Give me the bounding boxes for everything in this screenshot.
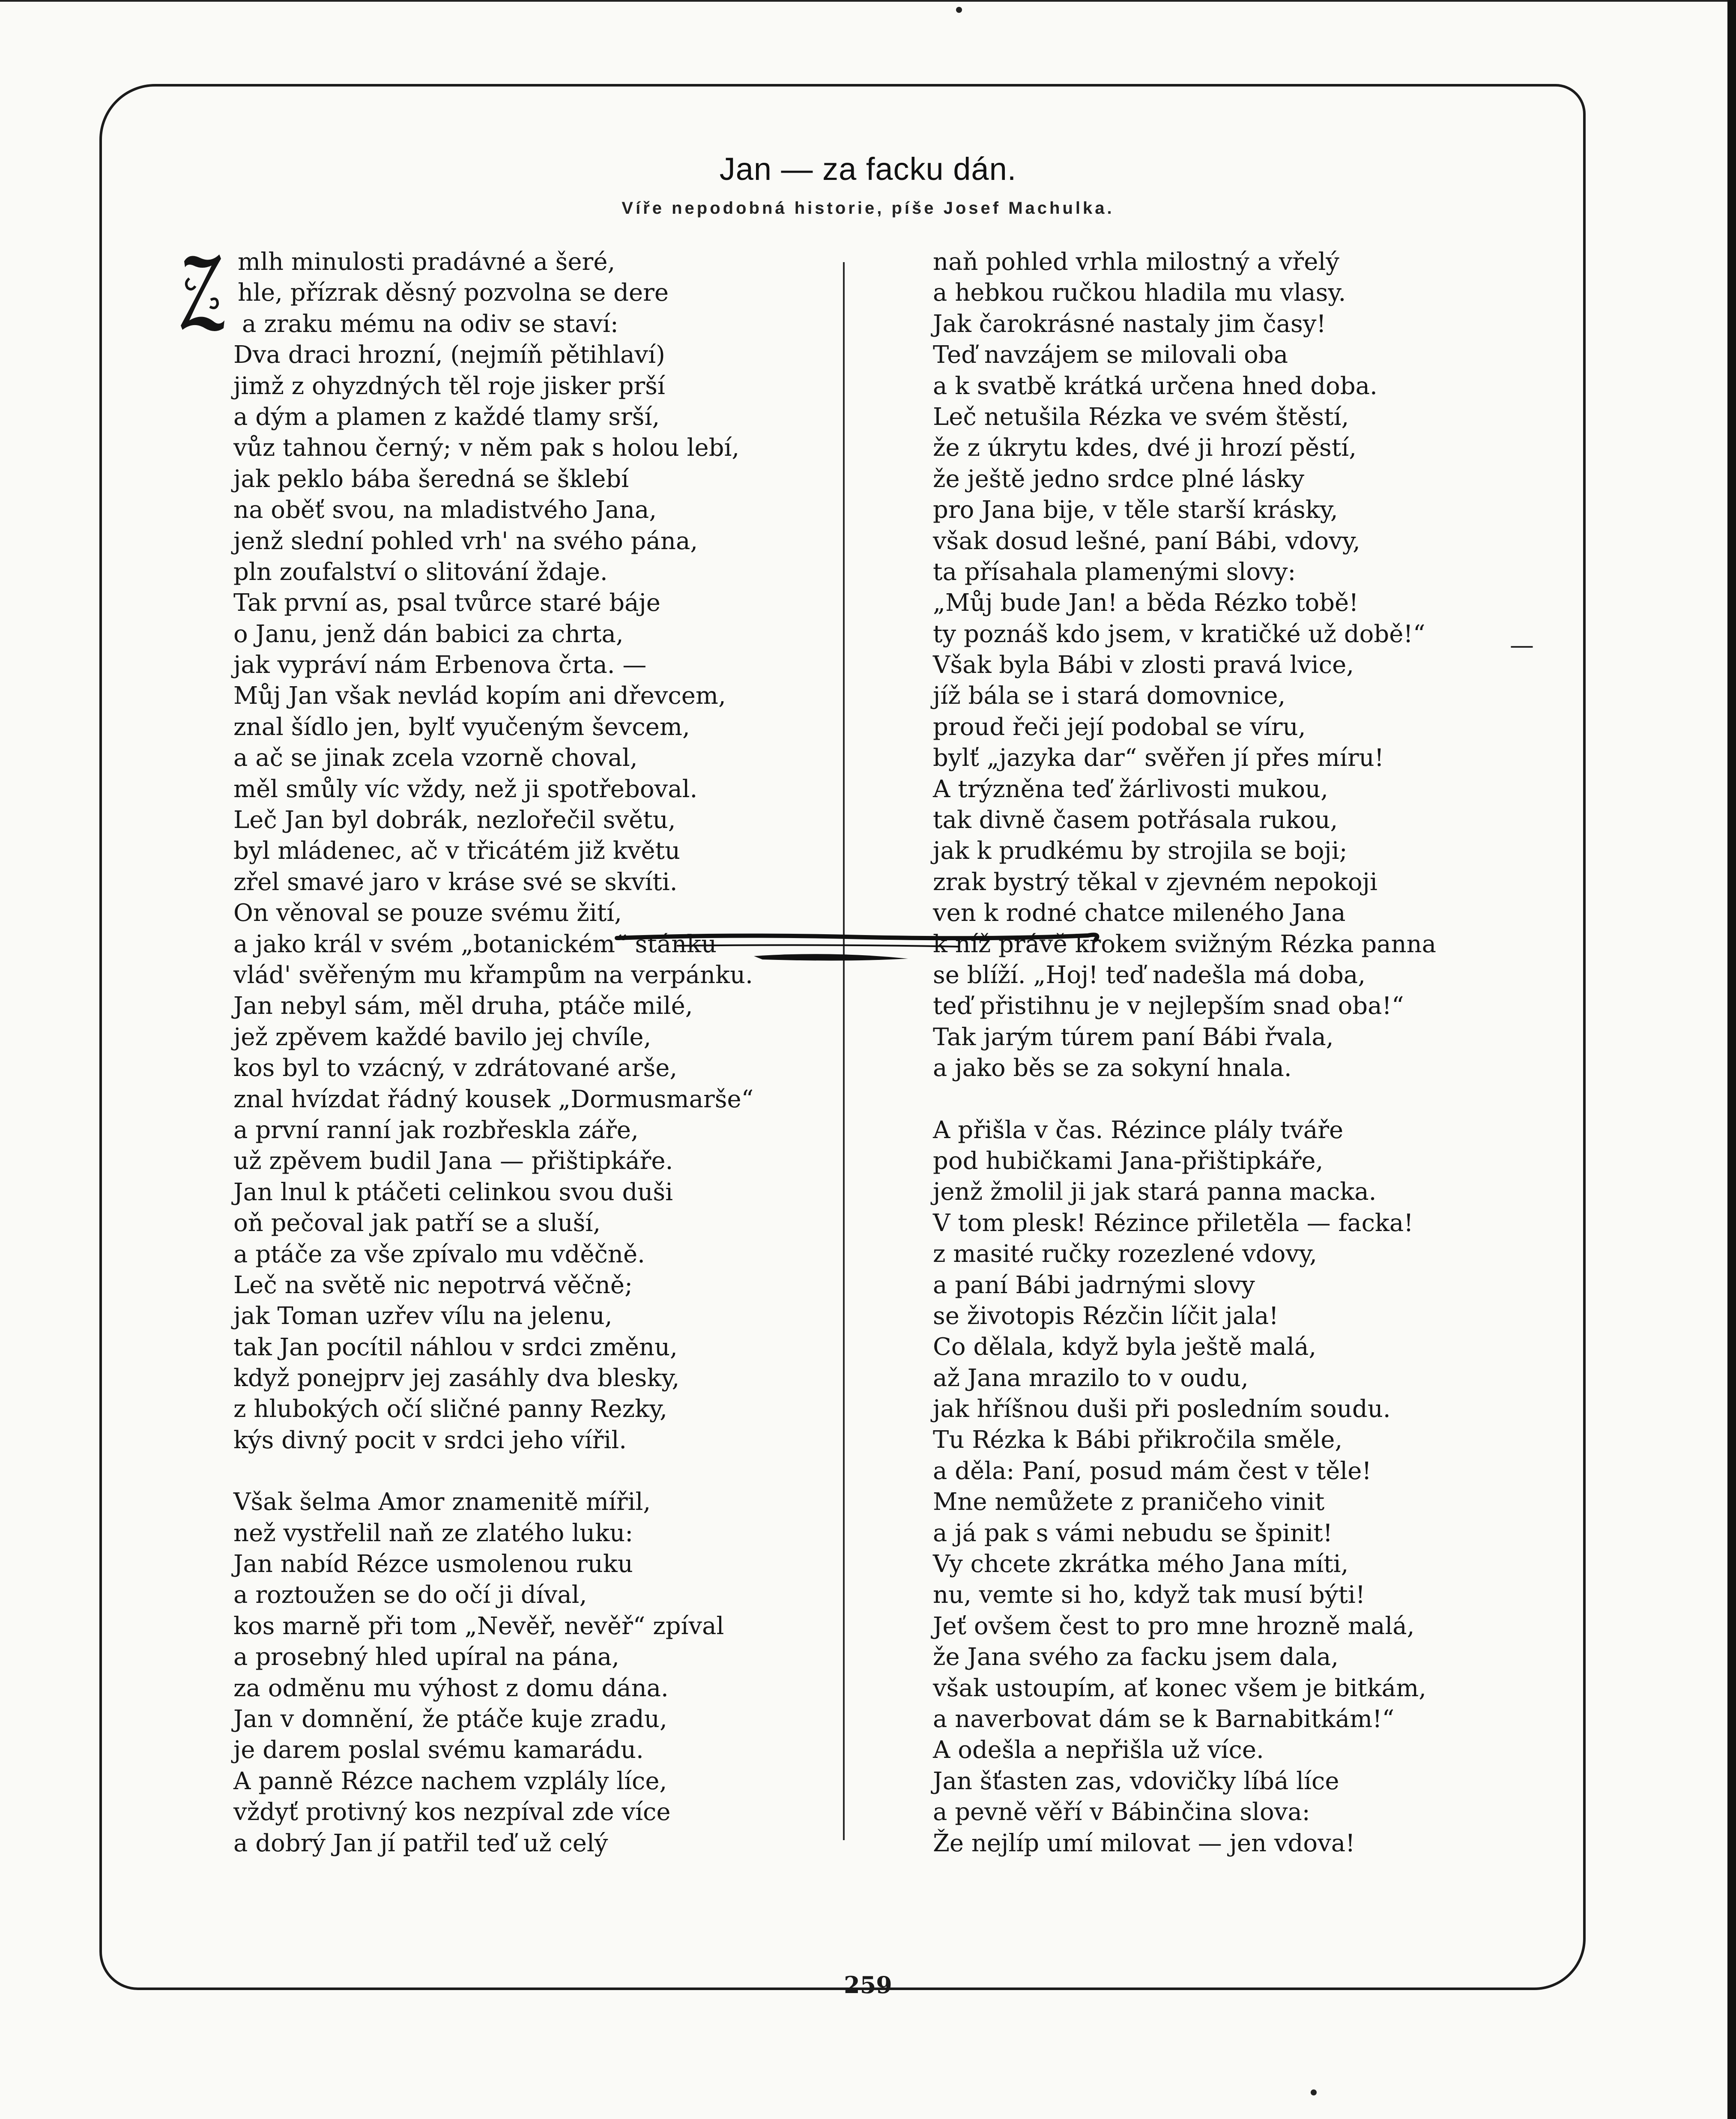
- poem-line: a děla: Paní, posud mám čest v těle!: [933, 1457, 1371, 1485]
- poem-line: už zpěvem budil Jana — přištipkáře.: [233, 1147, 673, 1175]
- drop-cap: [176, 248, 228, 334]
- poem-line: pln zoufalství o slitování ždaje.: [233, 558, 608, 586]
- poem-line: teď přistihnu je v nejlepším snad oba!“: [933, 992, 1404, 1020]
- poem-line: že Jana svého za facku jsem dala,: [933, 1643, 1339, 1671]
- poem-line: Dva draci hrozní, (nejmíň pětihlaví): [233, 341, 665, 369]
- poem-line: A panně Rézce nachem vzplály líce,: [233, 1767, 667, 1795]
- poem-line: Teď navzájem se milovali oba: [933, 341, 1288, 369]
- poem-line: Však byla Bábi v zlosti pravá lvice,: [933, 651, 1354, 679]
- poem-line: Leč na světě nic nepotrvá věčně;: [233, 1271, 633, 1299]
- poem-line: a k svatbě krátká určena hned doba.: [933, 372, 1377, 400]
- scan-speck: [956, 7, 962, 13]
- poem-line: však ustoupím, ať konec všem je bitkám,: [933, 1674, 1426, 1702]
- poem-line: Co dělala, když byla ještě malá,: [933, 1333, 1317, 1361]
- poem-line: na oběť svou, na mladistvého Jana,: [233, 496, 657, 524]
- poem-line: a ač se jinak zcela vzorně choval,: [233, 744, 638, 772]
- poem-line: zrak bystrý těkal v zjevném nepokoji: [933, 868, 1377, 896]
- poem-line: za odměnu mu výhost z domu dána.: [233, 1674, 669, 1702]
- poem-line: jak peklo bába šeredná se šklebí: [233, 465, 629, 493]
- poem-line: Jan nabíd Rézce usmolenou ruku: [233, 1550, 633, 1578]
- poem-line: hle, přízrak děsný pozvolna se dere: [238, 279, 669, 307]
- poem-line: naň pohled vrhla milostný a vřelý: [933, 248, 1339, 276]
- poem-line: ven k rodné chatce mileného Jana: [933, 899, 1346, 927]
- poem-line: kos byl to vzácný, v zdrátované arše,: [233, 1054, 678, 1082]
- poem-line: [933, 1084, 1533, 1115]
- poem-line: pro Jana bije, v těle starší krásky,: [933, 496, 1338, 524]
- poem-line: znal hvízdat řádný kousek „Dormusmarše“: [233, 1085, 754, 1113]
- poem-line: Jeť ovšem čest to pro mne hrozně malá,: [933, 1612, 1415, 1640]
- poem-line: Jan šťasten zas, vdovičky líbá líce: [933, 1767, 1339, 1795]
- poem-line: z masité ručky rozezlené vdovy,: [933, 1240, 1317, 1268]
- poem-line: a paní Bábi jadrnými slovy: [933, 1271, 1255, 1299]
- left-poem-column: [233, 247, 833, 1859]
- page-subtitle: Vířе nepodobná historie, píše Josef Machulka.: [621, 199, 1115, 218]
- poem-line: vůz tahnou černý; v něm pak s holou lebí,: [233, 434, 740, 462]
- poem-line: bylť „jazyka dar“ svěřen jí přes míru!: [933, 744, 1384, 772]
- poem-line: tak Jan pocítil náhlou v srdci změnu,: [233, 1333, 678, 1361]
- poem-line: proud řeči její podobal se víru,: [933, 713, 1306, 741]
- poem-line: Jak čarokrásné nastaly jim časy!: [933, 310, 1326, 338]
- poem-line: Leč Jan byl dobrák, nezlořečil světu,: [233, 806, 676, 834]
- poem-line: o Janu, jenž dán babici za chrta,: [233, 620, 624, 648]
- poem-line: byl mládenec, ač v třicátém již květu: [233, 837, 681, 865]
- poem-line: měl smůly víc vždy, než ji spotřeboval.: [233, 775, 698, 803]
- poem-line: ta přísahala plamenými slovy:: [933, 558, 1296, 586]
- poem-line: a já pak s vámi nebudu se špinit!: [933, 1519, 1333, 1547]
- poem-line: a dobrý Jan jí patřil teď už celý: [233, 1829, 608, 1857]
- poem-line: On věnoval se pouze svému žití,: [233, 899, 622, 927]
- poem-line: a roztoužen se do očí ji díval,: [233, 1581, 587, 1609]
- poem-line: jak vypráví nám Erbenova črta. —: [233, 651, 647, 679]
- page-number: 259: [844, 1971, 892, 1999]
- poem-line: znal šídlo jen, bylť vyučeným ševcem,: [233, 713, 690, 741]
- poem-line: A odešla a nepřišla už více.: [933, 1736, 1264, 1764]
- poem-line: zřel smavé jaro v kráse své se skvíti.: [233, 868, 678, 896]
- poem-line: V tom plesk! Rézince přiletěla — facka!: [933, 1209, 1413, 1237]
- poem-line: „Můj bude Jan! a běda Rézko tobě!: [933, 589, 1359, 617]
- poem-line: jež zpěvem každé bavilo jej chvíle,: [233, 1023, 651, 1051]
- poem-line: že z úkrytu kdes, dvé ji hrozí pěstí,: [933, 434, 1357, 462]
- poem-line: Že nejlíp umí milovat — jen vdova!: [933, 1829, 1355, 1857]
- poem-line: jak hříšnou duši při posledním soudu.: [933, 1395, 1391, 1423]
- poem-line: a první ranní jak rozbřeskla záře,: [233, 1116, 639, 1144]
- poem-line: [233, 1456, 833, 1487]
- poem-line: a zraku mému na odiv se staví:: [242, 310, 619, 338]
- poem-line: Můj Jan však nevlád kopím ani dřevcem,: [233, 682, 726, 710]
- poem-line: a pevně věří v Bábinčina slova:: [933, 1798, 1310, 1826]
- closing-ornament: [608, 921, 1122, 972]
- poem-line: kos marně při tom „Nevěř, nevěř“ zpíval: [233, 1612, 724, 1640]
- poem-line: Jan lnul k ptáčeti celinkou svou duši: [233, 1178, 673, 1206]
- poem-line: jenž slední pohled vrh' na svého pána,: [233, 527, 698, 555]
- poem-line: že ještě jedno srdce plné lásky: [933, 465, 1305, 493]
- scan-right-edge: [1727, 0, 1736, 2119]
- margin-dash: —: [1510, 631, 1534, 659]
- poem-line: oň pečoval jak patří se a sluší,: [233, 1209, 601, 1237]
- poem-line: vždyť protivný kos nezpíval zde více: [233, 1798, 671, 1826]
- poem-line: Jan nebyl sám, měl druha, ptáče milé,: [233, 992, 693, 1020]
- poem-line: když ponejprv jej zasáhly dva blesky,: [233, 1364, 680, 1393]
- poem-line: z hlubokých očí sličné panny Rezky,: [233, 1395, 667, 1423]
- poem-line: jak k prudkému by strojila se boji;: [933, 837, 1348, 865]
- poem-line: kýs divný pocit v srdci jeho vířil.: [233, 1426, 627, 1454]
- poem-line: Však šelma Amor znamenitě mířil,: [233, 1488, 651, 1516]
- poem-line: než vystřelil naň ze zlatého luku:: [233, 1519, 633, 1547]
- column-divider: [843, 262, 845, 1840]
- poem-line: Tak jarým túrem paní Bábi řvala,: [933, 1023, 1334, 1051]
- right-poem-column: [933, 247, 1533, 1859]
- poem-line: a hebkou ručkou hladila mu vlasy.: [933, 279, 1346, 307]
- poem-line: jak Toman uzřev vílu na jelenu,: [233, 1302, 613, 1330]
- poem-line: Jan v domnění, že ptáče kuje zradu,: [233, 1705, 667, 1733]
- poem-line: mlh minulosti pradávné a šeré,: [238, 248, 616, 276]
- poem-line: je darem poslal svému kamarádu.: [233, 1736, 644, 1764]
- poem-line: a jako běs se za sokyní hnala.: [933, 1054, 1292, 1082]
- poem-line: A přišla v čas. Rézince plály tváře: [933, 1116, 1344, 1144]
- poem-line: Mne nemůžete z praničeho vinit: [933, 1488, 1325, 1516]
- poem-line: se blíží. „Hoj! teď nadešla má doba,: [933, 961, 1366, 989]
- poem-line: a naverbovat dám se k Barnabitkám!“: [933, 1705, 1395, 1733]
- poem-line: jimž z ohyzdných těl roje jisker prší: [233, 372, 665, 400]
- poem-line: jíž bála se i stará domovnice,: [933, 682, 1286, 710]
- poem-line: vlád' svěřeným mu křampům na verpánku.: [233, 961, 753, 989]
- poem-line: Tak první as, psal tvůrce staré báje: [233, 589, 660, 617]
- poem-line: tak divně časem potřásala rukou,: [933, 806, 1338, 834]
- poem-line: a dým a plamen z každé tlamy srší,: [233, 403, 660, 431]
- poem-line: ty poznáš kdo jsem, v kratičké už době!“: [933, 620, 1425, 648]
- poem-line: Leč netušila Rézka ve svém štěstí,: [933, 403, 1349, 431]
- drop-cap-ornament: [176, 248, 228, 334]
- poem-line: pod hubičkami Jana-přištipkáře,: [933, 1147, 1324, 1175]
- poem-line: však dosud lešné, paní Bábi, vdovy,: [933, 527, 1360, 555]
- poem-line: a ptáče za vše zpívalo mu vděčně.: [233, 1240, 645, 1268]
- poem-line: až Jana mrazilo to v oudu,: [933, 1364, 1249, 1392]
- poem-line: Tu Rézka k Bábi přikročila směle,: [933, 1426, 1343, 1454]
- poem-line: a prosebný hled upíral na pána,: [233, 1643, 619, 1671]
- poem-line: k níž právě krokem svižným Rézka panna: [933, 930, 1437, 958]
- poem-line: jenž žmolil ji jak stará panna macka.: [933, 1178, 1377, 1206]
- scan-speck: [1311, 2089, 1317, 2095]
- poem-line: A trýzněna teď žárlivosti mukou,: [933, 775, 1328, 803]
- poem-line: a jako král v svém „botanickém“ stánku: [233, 930, 717, 958]
- page-title: Jan — za facku dán.: [719, 151, 1017, 187]
- poem-line: se životopis Rézčin líčit jala!: [933, 1302, 1279, 1330]
- scan-top-edge: [0, 0, 1736, 2]
- poem-line: nu, vemte si ho, když tak musí býti!: [933, 1581, 1365, 1609]
- poem-line: Vy chcete zkrátka mého Jana míti,: [933, 1550, 1349, 1578]
